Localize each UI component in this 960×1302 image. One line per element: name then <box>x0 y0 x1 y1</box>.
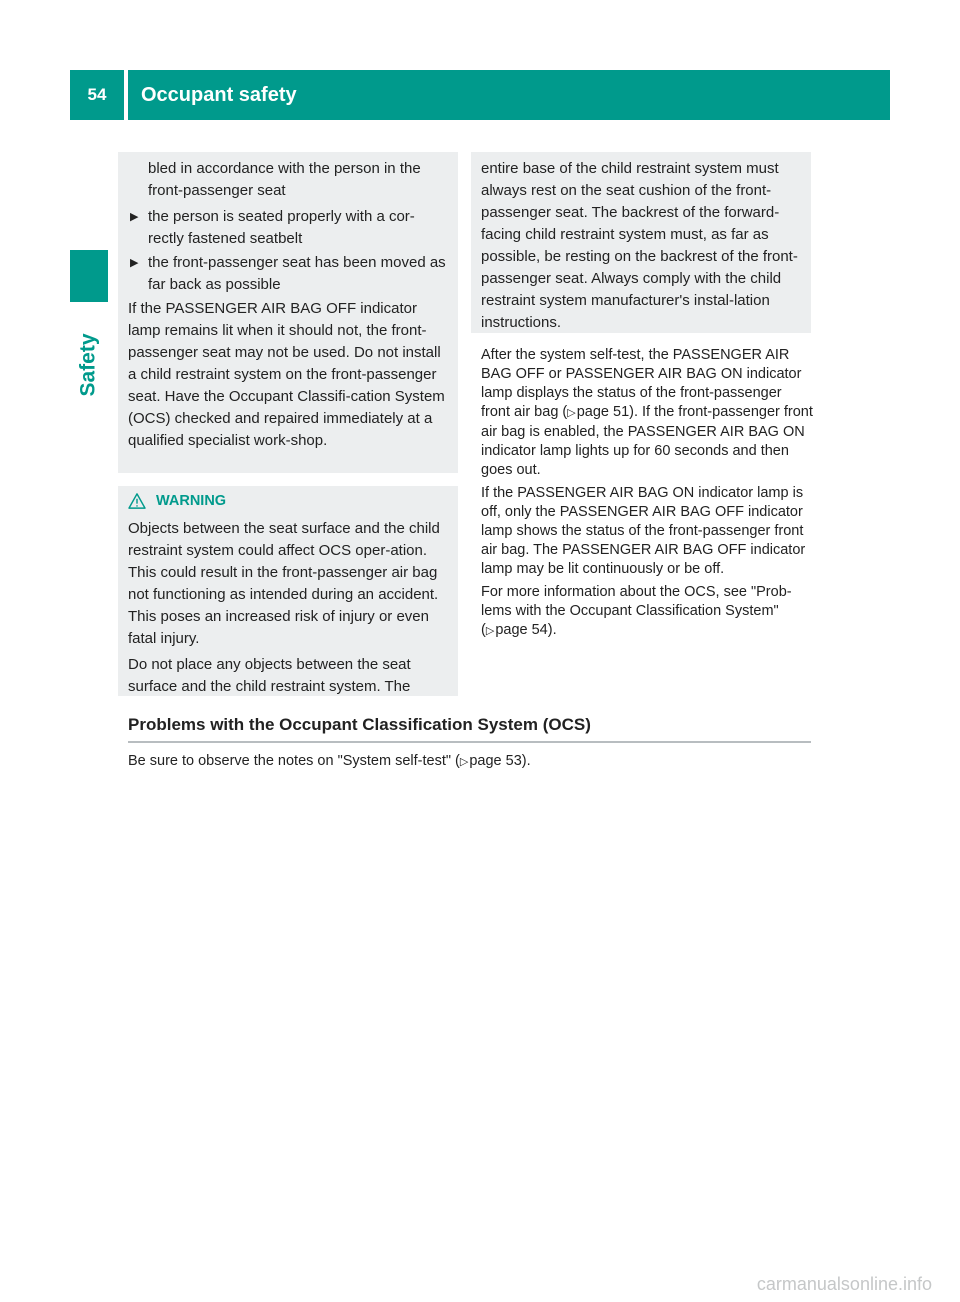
list-item <box>128 206 450 250</box>
right-column-text <box>481 346 813 645</box>
page-reference-link[interactable]: page 51 <box>576 404 630 420</box>
page-reference-link[interactable]: page 53 <box>469 753 522 769</box>
text-run: For more information about the OCS, see "Prob-lems with the Occupant Classification System" ( <box>481 584 792 638</box>
page-ref-arrow-icon: ▷ <box>485 625 495 637</box>
section-tab-marker <box>70 250 108 302</box>
info-box-continued <box>118 152 458 473</box>
bullet-list <box>128 206 450 296</box>
page-reference-link[interactable]: page 54 <box>495 622 548 638</box>
bullet-icon: ▶ <box>130 211 139 223</box>
section-label-text: Safety <box>77 333 100 397</box>
body-paragraph: If the PASSENGER AIR BAG ON indicator lamp is off, only the PASSENGER AIR BAG OFF indicator lamp shows the status of the front-passenger front air bag. The PASSENGER AIR BAG OFF indicator lamp may be lit continuously or be off. <box>481 485 806 577</box>
warning-paragraph: Do not place any objects between the seat surface and the child restraint system. The <box>128 656 411 695</box>
body-paragraph <box>481 346 813 480</box>
text-run: After the system self-test, the PASSENGER AIR BAG OFF or PASSENGER AIR BAG ON indicator lamp displays the status of the front-passenger front air bag ( <box>481 347 802 420</box>
page-title: Occupant safety <box>128 70 890 120</box>
continued-text: bled in accordance with the person in the front-passenger seat <box>148 160 421 199</box>
text-run: ). <box>521 753 531 769</box>
bullet-icon: ▶ <box>130 257 139 269</box>
warning-box <box>118 486 458 696</box>
section-tab-label <box>63 320 115 410</box>
section-paragraph <box>128 752 811 772</box>
text-run: ). <box>547 622 557 638</box>
watermark: carmanualsonline.info <box>756 1274 932 1294</box>
text-run: Be sure to observe the notes on "System self-test" ( <box>128 753 460 769</box>
continued-text: entire base of the child restraint system must always rest on the seat cushion of the front-passenger seat. The backrest of the forward-facing child restraint system must, as far as possible, be resting on the backrest of the front-passenger seat. Always comply with the child restraint system manufacturer's instal-lation instructions. <box>481 160 798 331</box>
body-paragraph <box>481 583 813 641</box>
warning-triangle-icon <box>128 493 146 509</box>
warning-paragraph: Objects between the seat surface and the child restraint system could affect OCS oper-ation. This could result in the front-passenger air bag not functioning as intended during an accident. This poses an increased risk of injury or even fatal injury. <box>128 520 440 647</box>
section-heading: Problems with the Occupant Classification System (OCS) <box>128 715 591 734</box>
page-number: 54 <box>70 70 124 120</box>
section-divider <box>128 741 811 743</box>
page-ref-arrow-icon: ▷ <box>459 756 469 768</box>
page-ref-arrow-icon: ▷ <box>567 407 576 419</box>
warning-heading <box>128 490 450 512</box>
list-item <box>128 252 450 296</box>
bullet-text: the person is seated properly with a cor-rectly fastened seatbelt <box>148 208 415 247</box>
box-paragraph: If the PASSENGER AIR BAG OFF indicator lamp remains lit when it should not, the front-passenger seat may not be used. Do not install a child restraint system on the front-passenger seat. Have the Occupant Classifi-cation System (OCS) checked and repaired immediately at a qualified specialist work-shop. <box>128 300 445 449</box>
warning-box-continued <box>471 152 811 333</box>
warning-label: WARNING <box>156 493 227 509</box>
text-run: ). If the front-passenger front air bag is enabled, the PASSENGER AIR BAG ON indicator lamp lights up for 60 seconds and then goes out. <box>481 404 813 478</box>
bullet-text: the front-passenger seat has been moved as far back as possible <box>148 254 446 293</box>
